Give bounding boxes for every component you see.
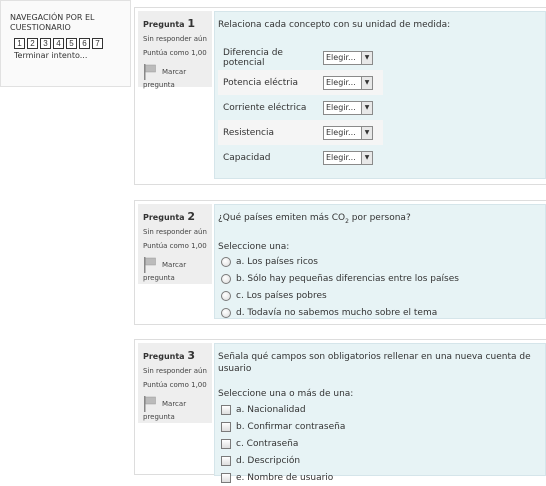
- question-state: Sin responder aún: [143, 35, 207, 43]
- question-number: [143, 17, 212, 30]
- matching-row: [218, 45, 383, 70]
- radio-button[interactable]: [221, 308, 231, 318]
- answer-label: b. Confirmar contraseña: [236, 421, 346, 432]
- flag-question-button[interactable]: [143, 256, 212, 274]
- matching-row: [218, 145, 383, 170]
- question-nav-button-5[interactable]: 5: [66, 38, 77, 49]
- select-value: Elegir...: [326, 153, 356, 162]
- flag-label-line-2: pregunta: [143, 81, 175, 89]
- answer-option[interactable]: [218, 271, 545, 288]
- matching-select-cell: [323, 145, 383, 170]
- question-nav-button-2[interactable]: 2: [27, 38, 38, 49]
- answer-label: e. Nombre de usuario: [236, 472, 334, 483]
- question-nav-button-7[interactable]: 7: [92, 38, 103, 49]
- quiz-navigation: [0, 0, 131, 87]
- answer-select[interactable]: [323, 51, 373, 65]
- answer-prompt: Seleccione una:: [218, 241, 290, 252]
- answer-select[interactable]: [323, 76, 373, 90]
- question-info: [138, 343, 212, 423]
- answer-select[interactable]: [323, 126, 373, 140]
- question-number: [143, 349, 212, 362]
- question-label: Pregunta: [143, 352, 185, 361]
- chevron-down-icon: ▼: [361, 102, 372, 114]
- answer-label: a. Los países ricos: [236, 257, 318, 268]
- answer-option[interactable]: [218, 452, 545, 469]
- matching-select-cell: [323, 120, 383, 145]
- chevron-down-icon: ▼: [361, 152, 372, 164]
- radio-button[interactable]: [221, 274, 231, 284]
- question-text: [218, 212, 545, 228]
- matching-row: [218, 95, 383, 120]
- quiz-navigation-title: NAVEGACIÓN POR EL CUESTIONARIO: [10, 13, 95, 32]
- matching-select-cell: [323, 95, 383, 120]
- question-text: Relaciona cada concepto con su unidad de medida:: [218, 20, 451, 30]
- matching-label: Resistencia: [218, 120, 323, 145]
- flag-icon: [143, 395, 157, 413]
- answer-label: a. Nacionalidad: [236, 404, 306, 415]
- answer-option[interactable]: [218, 254, 545, 271]
- checkbox[interactable]: [221, 422, 231, 432]
- question-label: Pregunta: [143, 213, 185, 222]
- flag-question-button[interactable]: [143, 395, 212, 413]
- question-grade: Puntúa como 1,00: [143, 381, 207, 389]
- flag-label-line-1: Marcar: [162, 261, 187, 269]
- question-number-value: 2: [187, 210, 196, 223]
- question-state: Sin responder aún: [143, 228, 207, 236]
- answer-prompt: Seleccione una o más de una:: [218, 389, 354, 399]
- question-grade: Puntúa como 1,00: [143, 49, 207, 57]
- answer-select[interactable]: [323, 101, 373, 115]
- question-number-value: 1: [187, 17, 196, 30]
- flag-question-button[interactable]: [143, 63, 212, 81]
- flag-label: [162, 63, 186, 77]
- question-text-part: ¿Qué países emiten más CO: [218, 213, 346, 223]
- question-nav-button-3[interactable]: 3: [40, 38, 51, 49]
- answer-option[interactable]: [218, 418, 545, 435]
- question-nav-button-4[interactable]: 4: [53, 38, 64, 49]
- answer-label: c. Los países pobres: [236, 291, 327, 302]
- answer-label: d. Todavía no sabemos mucho sobre el tema: [236, 308, 438, 319]
- matching-table: [218, 45, 383, 170]
- answer-option[interactable]: [218, 401, 545, 418]
- question-3: [134, 339, 546, 483]
- question-2: [134, 200, 546, 325]
- question-nav-button-6[interactable]: 6: [79, 38, 90, 49]
- answer-list: [218, 254, 545, 322]
- question-number-value: 3: [187, 349, 196, 362]
- question-nav-button-1[interactable]: 1: [14, 38, 25, 49]
- checkbox[interactable]: [221, 473, 231, 483]
- select-value: Elegir...: [326, 78, 356, 87]
- question-text-part: por persona?: [348, 213, 411, 223]
- answer-label: c. Contraseña: [236, 438, 299, 449]
- flag-label: [162, 256, 186, 270]
- question-state: Sin responder aún: [143, 367, 207, 375]
- question-info: [138, 11, 212, 87]
- flag-icon: [143, 63, 157, 81]
- answer-option[interactable]: [218, 469, 545, 486]
- chevron-down-icon: ▼: [361, 127, 372, 139]
- select-value: Elegir...: [326, 103, 356, 112]
- matching-label: Diferencia de potencial: [223, 47, 283, 68]
- checkbox[interactable]: [221, 405, 231, 415]
- select-value: Elegir...: [326, 53, 356, 62]
- radio-button[interactable]: [221, 257, 231, 267]
- answer-label: b. Sólo hay pequeñas diferencias entre los países: [236, 274, 459, 285]
- matching-select-cell: [323, 70, 383, 95]
- checkbox[interactable]: [221, 439, 231, 449]
- chevron-down-icon: ▼: [361, 52, 372, 64]
- question-1: [134, 7, 546, 185]
- flag-label-line-1: Marcar: [162, 400, 187, 408]
- answer-select[interactable]: [323, 151, 373, 165]
- question-text-subscript: 2: [345, 217, 349, 225]
- answer-option[interactable]: [218, 305, 545, 322]
- chevron-down-icon: ▼: [361, 77, 372, 89]
- question-content: [214, 343, 546, 483]
- finish-attempt-link[interactable]: Terminar intento...: [14, 51, 88, 60]
- question-grade: Puntúa como 1,00: [143, 242, 207, 250]
- answer-list: [218, 401, 545, 486]
- question-content: [214, 204, 546, 319]
- matching-label: Potencia eléctria: [218, 70, 323, 95]
- question-info: [138, 204, 212, 284]
- answer-option[interactable]: [218, 288, 545, 305]
- matching-row: [218, 120, 383, 145]
- flag-label-line-2: pregunta: [143, 274, 175, 282]
- answer-label: d. Descripción: [236, 455, 301, 466]
- question-number: [143, 210, 212, 223]
- matching-row: [218, 70, 383, 95]
- question-content: [214, 11, 546, 179]
- flag-label-line-2: pregunta: [143, 413, 175, 421]
- question-nav-buttons: [14, 38, 130, 49]
- matching-select-cell: [323, 45, 383, 70]
- question-text: Señala qué campos son obligatorios rellenar en una nueva cuenta de usuario: [218, 352, 531, 374]
- matching-label: Corriente eléctrica: [223, 102, 307, 113]
- flag-icon: [143, 256, 157, 274]
- checkbox[interactable]: [221, 456, 231, 466]
- answer-option[interactable]: [218, 435, 545, 452]
- select-value: Elegir...: [326, 128, 356, 137]
- radio-button[interactable]: [221, 291, 231, 301]
- matching-label: Capacidad: [223, 152, 271, 163]
- question-label: Pregunta: [143, 20, 185, 29]
- flag-label: [162, 395, 186, 409]
- flag-label-line-1: Marcar: [162, 68, 187, 76]
